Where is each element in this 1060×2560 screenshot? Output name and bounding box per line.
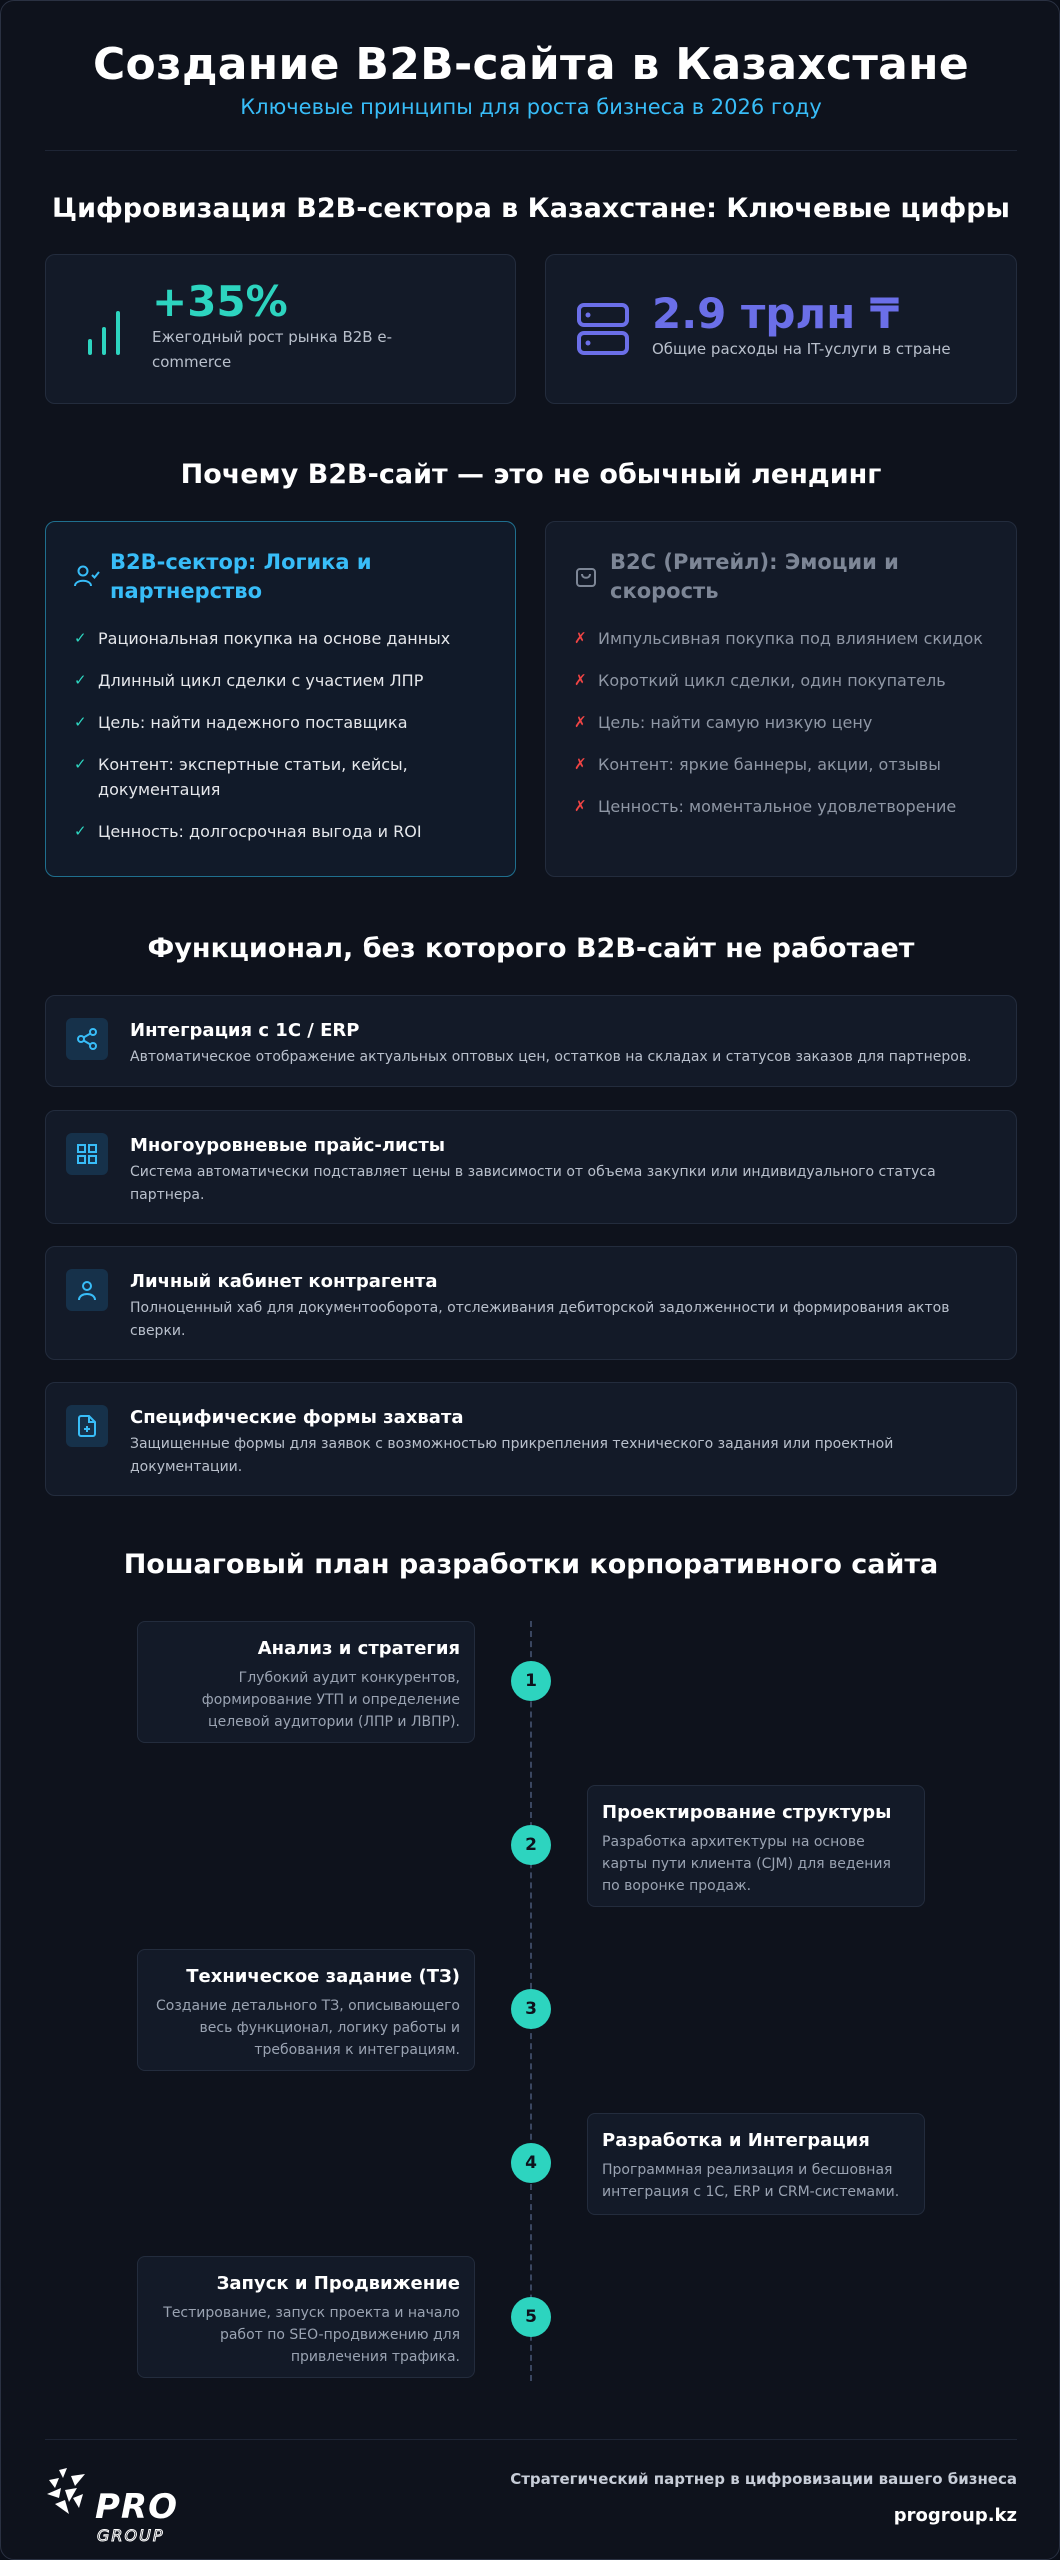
stat-desc-it-spend: Общие расходы на IT-услуги в стране (652, 340, 951, 358)
grid-icon (75, 1142, 99, 1166)
share-icon (75, 1027, 99, 1051)
feature-card-erp (45, 995, 1017, 1087)
list-item: ✓ Цель: найти надежного поставщика (74, 710, 494, 735)
stats-section-title: Цифровизация B2B-сектора в Казахстане: Ключевые цифры (52, 193, 1010, 224)
b2c-card-title: B2C (Ритейл): Эмоции и скорость (610, 550, 899, 603)
step-number-badge: 4 (511, 2143, 551, 2183)
shopping-bag-icon (574, 564, 598, 588)
feature-icon-box (66, 1133, 108, 1175)
list-item: ✗ Импульсивная покупка под влиянием скидок (574, 626, 1004, 651)
header (45, 1, 1017, 151)
step-title: Техническое задание (ТЗ) (186, 1966, 460, 1987)
feature-icon-box (66, 1269, 108, 1311)
cross-icon: ✗ (574, 671, 587, 689)
list-item: ✓ Контент: экспертные статьи, кейсы, документация (74, 752, 494, 802)
step-description: Тестирование, запуск проекта и начало работ по SEO-продвижению для привлечения трафика. (163, 2305, 460, 2365)
check-icon: ✓ (74, 629, 87, 647)
stat-value-it-spend: 2.9 трлн ₸ (652, 289, 900, 338)
compare-section-title: Почему B2B-сайт — это не обычный лендинг (180, 459, 882, 490)
step-number-badge: 5 (511, 2297, 551, 2337)
step-title: Проектирование структуры (602, 1802, 892, 1823)
features-section-title: Функционал, без которого B2B-сайт не работает (147, 933, 915, 964)
step-number-badge: 2 (511, 1825, 551, 1865)
feature-title: Специфические формы захвата (130, 1407, 464, 1428)
step-card-2 (587, 1785, 925, 1907)
step-description: Разработка архитектуры на основе карты пути клиента (CJM) для ведения по воронке продаж. (602, 1834, 891, 1894)
footer (45, 2439, 1017, 2545)
list-item: ✓ Длинный цикл сделки с участием ЛПР (74, 668, 494, 693)
feature-description: Автоматическое отображение актуальных оптовых цен, остатков на складах и статусов заказов для партнеров. (130, 1049, 972, 1065)
check-icon: ✓ (74, 671, 87, 689)
cross-icon: ✗ (574, 797, 587, 815)
feature-description: Защищенные формы для заявок с возможностью прикрепления технического задания или проектной документации. (130, 1436, 894, 1475)
feature-description: Полноценный хаб для документооборота, отслеживания дебиторской задолженности и формирования актов сверки. (130, 1300, 950, 1339)
step-description: Глубокий аудит конкурентов, формирование УТП и определение целевой аудитории (ЛПР и ЛВПР). (201, 1670, 460, 1730)
page-subtitle: Ключевые принципы для роста бизнеса в 2026 году (240, 95, 822, 119)
feature-card-account (45, 1246, 1017, 1360)
check-icon: ✓ (74, 755, 87, 773)
server-icon (576, 301, 630, 359)
logo-text: PRO (95, 2487, 179, 2527)
b2b-list (74, 626, 494, 844)
step-title: Запуск и Продвижение (216, 2273, 460, 2294)
list-item: ✗ Ценность: моментальное удовлетворение (574, 794, 1004, 819)
logo-mark-icon (45, 2464, 93, 2516)
b2b-compare-card (45, 521, 516, 877)
step-card-5 (137, 2256, 475, 2378)
step-card-1 (137, 1621, 475, 1743)
stat-card-growth (45, 254, 516, 404)
feature-title: Личный кабинет контрагента (130, 1271, 438, 1292)
step-description: Программная реализация и бесшовная интеграция с 1С, ERP и CRM-системами. (602, 2162, 900, 2200)
stat-card-it-spend (545, 254, 1017, 404)
feature-card-forms (45, 1382, 1017, 1496)
user-check-icon (74, 564, 100, 588)
cross-icon: ✗ (574, 713, 587, 731)
timeline-section-title: Пошаговый план разработки корпоративного сайта (123, 1549, 939, 1580)
stat-desc-growth: Ежегодный рост рынка B2B e-commerce (152, 328, 392, 371)
footer-website-link[interactable]: progroup.kz (893, 2505, 1017, 2526)
b2c-compare-card (545, 521, 1017, 877)
step-description: Создание детального ТЗ, описывающего весь функционал, логику работы и требования к интеграциям. (155, 1998, 460, 2058)
progroup-logo[interactable] (45, 2464, 179, 2545)
feature-title: Интеграция с 1С / ERP (130, 1020, 360, 1041)
file-plus-icon (75, 1414, 99, 1438)
list-item: ✗ Контент: яркие баннеры, акции, отзывы (574, 752, 1004, 777)
feature-icon-box (66, 1405, 108, 1447)
feature-card-pricelists (45, 1110, 1017, 1224)
b2c-list (574, 626, 1004, 819)
step-card-4 (587, 2113, 925, 2215)
stat-value-growth: +35% (152, 277, 288, 326)
feature-icon-box (66, 1018, 108, 1060)
b2b-card-title: B2B-сектор: Логика и партнерство (110, 550, 372, 603)
step-title: Разработка и Интеграция (602, 2130, 870, 2151)
list-item: ✓ Рациональная покупка на основе данных (74, 626, 494, 651)
page-title: Создание B2B-сайта в Казахстане (92, 39, 970, 90)
bar-chart-icon (84, 307, 124, 355)
step-title: Анализ и стратегия (257, 1638, 460, 1659)
step-number-badge: 3 (511, 1989, 551, 2029)
step-number-badge: 1 (511, 1661, 551, 1701)
logo-subtext: GROUP (97, 2526, 165, 2545)
list-item: ✗ Короткий цикл сделки, один покупатель (574, 668, 1004, 693)
feature-description: Система автоматически подставляет цены в зависимости от объема закупки или индивидуального статуса партнера. (130, 1164, 936, 1203)
footer-tagline: Стратегический партнер в цифровизации вашего бизнеса (510, 2470, 1017, 2488)
cross-icon: ✗ (574, 629, 587, 647)
step-card-3 (137, 1949, 475, 2071)
check-icon: ✓ (74, 822, 87, 840)
check-icon: ✓ (74, 713, 87, 731)
list-item: ✓ Ценность: долгосрочная выгода и ROI (74, 819, 494, 844)
cross-icon: ✗ (574, 755, 587, 773)
feature-title: Многоуровневые прайс-листы (130, 1135, 446, 1156)
list-item: ✗ Цель: найти самую низкую цену (574, 710, 1004, 735)
user-icon (75, 1278, 99, 1302)
